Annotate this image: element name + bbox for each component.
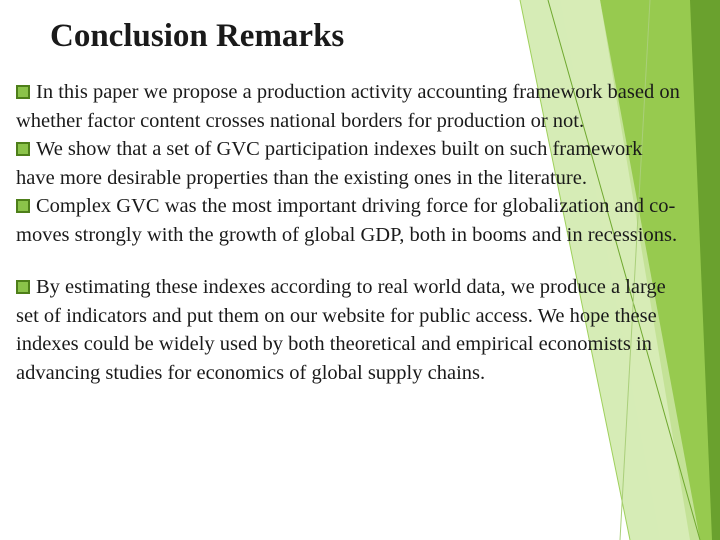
bullet-text: We show that a set of GVC participation indexes built on such framework have more desirable properties than the existing ones in the literature. <box>16 138 643 189</box>
bullet-text: By estimating these indexes according to real world data, we produce a large set of indicators and put them on our website for public access. We hope these indexes could be widely used by both theoretical and empirical economists in advancing studies for economics of global supply chains. <box>16 276 666 384</box>
bullet-item <box>16 135 684 192</box>
bullet-text: Complex GVC was the most important driving force for globalization and co-moves strongly with the growth of global GDP, both in booms and in recessions. <box>16 195 678 246</box>
square-bullet-icon <box>16 280 30 294</box>
bullet-item <box>16 192 684 249</box>
square-bullet-icon <box>16 85 30 99</box>
square-bullet-icon <box>16 199 30 213</box>
square-bullet-icon <box>16 142 30 156</box>
slide-title: Conclusion Remarks <box>50 18 345 54</box>
bullet-text: In this paper we propose a production activity accounting framework based on whether factor content crosses national borders for production or not. <box>16 81 680 132</box>
bullet-list <box>16 78 684 387</box>
bullet-item <box>16 273 684 387</box>
bullet-item <box>16 78 684 135</box>
